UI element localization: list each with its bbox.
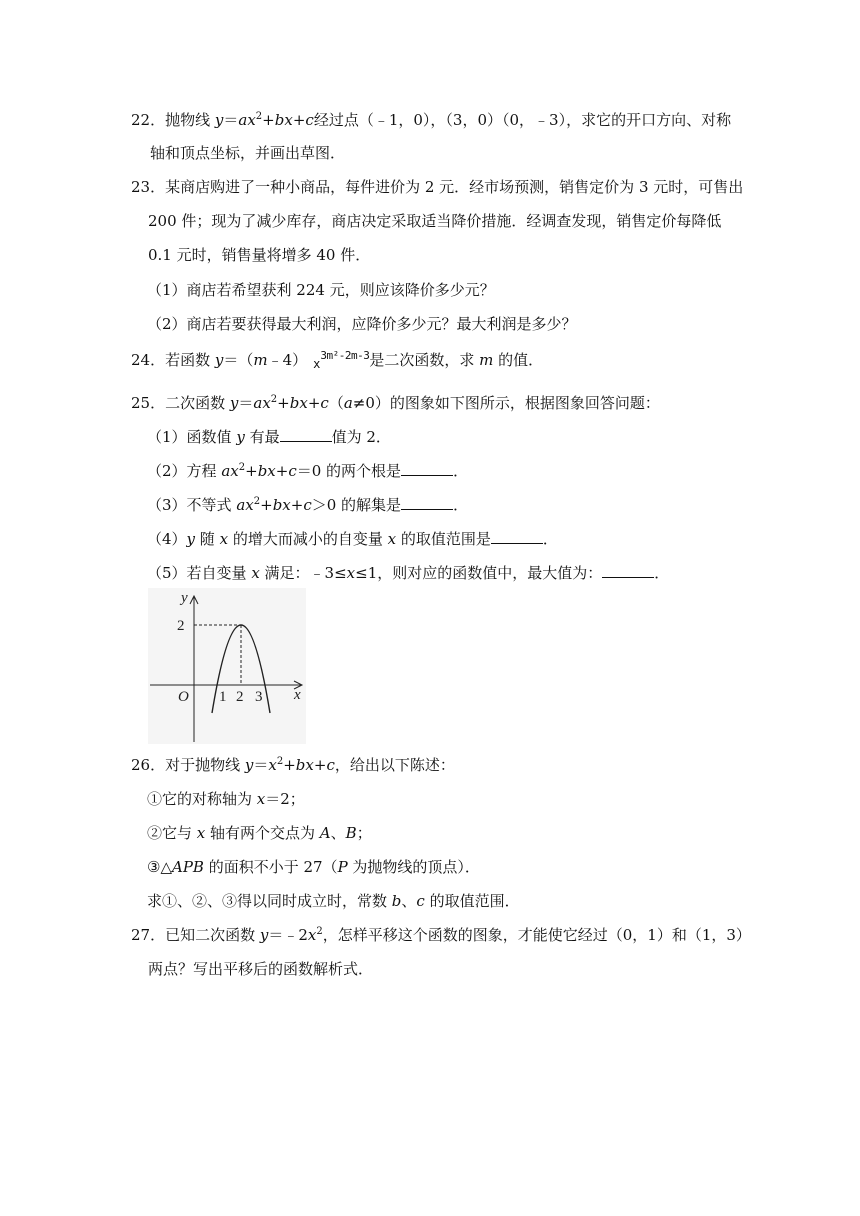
q24-exponent: 3m²-2m-3: [320, 349, 370, 362]
parabola-graph: [148, 588, 306, 744]
q27-line1: 27．已知二次函数 $y=﹣2x^2$，怎样平移这个函数的图象，才能使它经过（0，1）和（1，3）: [131, 926, 751, 944]
q25-sub4: （4）y 随 x 的增大而减小的自变量 x 的取值范围是 ．: [147, 530, 558, 548]
tick-x-1: 1: [219, 689, 227, 705]
q23-line3: 0.1 元时，销售量将增多 40 件．: [148, 246, 371, 264]
q27-line2: 两点？写出平移后的函数解析式．: [148, 960, 374, 978]
q25-sub1: （1）函数值 y 有最 值为 2．: [147, 428, 391, 446]
q24-base: x: [313, 357, 321, 371]
tick-y-2: 2: [177, 618, 185, 634]
q26-line-ask: 求①、②、③得以同时成立时，常数 b、c 的取值范围．: [147, 892, 520, 910]
q25-sub5: （5）若自变量 x 满足：﹣3≤x≤1，则对应的函数值中，最大值为： ．: [147, 564, 670, 582]
q26-cond1: ①它的对称轴为 x＝2；: [147, 790, 305, 808]
q24-line: 24．若函数 y＝（m﹣4） $_x^{3m^2-2m-3}$是二次函数，求 m 的值．: [131, 349, 544, 371]
answer-blank: [401, 495, 453, 510]
origin-label: O: [178, 689, 189, 705]
tick-x-3: 3: [255, 689, 263, 705]
answer-blank: [280, 427, 332, 442]
answer-blank: [491, 529, 543, 544]
q25-line1: 25．二次函数 $y=ax^2+bx+c(a\ne 0)$的图象如下图所示，根据图象回答问题：: [131, 394, 660, 412]
answer-blank: [602, 563, 654, 578]
q26-line1: 26．对于抛物线 $y=x^2+bx+c$，给出以下陈述：: [131, 756, 455, 774]
tick-x-2: 2: [236, 689, 244, 705]
q22-line2: 轴和顶点坐标，并画出草图．: [150, 144, 346, 162]
parabola-svg: [148, 588, 306, 744]
y-axis-label: y: [181, 590, 188, 606]
q26-cond3: ③△APB 的面积不小于 27（P 为抛物线的顶点）．: [147, 858, 480, 876]
q25-sub2: （2）方程 $ax^2+bx+c=0$ 的两个根是 ．: [147, 462, 469, 480]
q23-sub2: （2）商店若要获得最大利润，应降价多少元？最大利润是多少？: [147, 315, 577, 333]
q23-line2: 200 件；现为了减少库存，商店决定采取适当降价措施．经调查发现，销售定价每降低: [148, 212, 722, 230]
q26-cond2: ②它与 x 轴有两个交点为 A、B；: [147, 824, 372, 842]
q22-line1: 22．抛物线 $y=ax^2+bx+c$经过点（﹣1，0），（3，0）（0，﹣3），求它的开口方向、对称: [131, 111, 732, 129]
q23-line1: 23．某商店购进了一种小商品，每件进价为 2 元．经市场预测，销售定价为 3 元时，可售出: [131, 178, 744, 196]
answer-blank: [401, 461, 453, 476]
q25-sub3: （3）不等式 $ax^2+bx+c>0$ 的解集是 ．: [147, 496, 469, 514]
x-axis-label: x: [294, 687, 301, 703]
q23-sub1: （1）商店若希望获利 224 元，则应该降价多少元？: [147, 281, 495, 299]
